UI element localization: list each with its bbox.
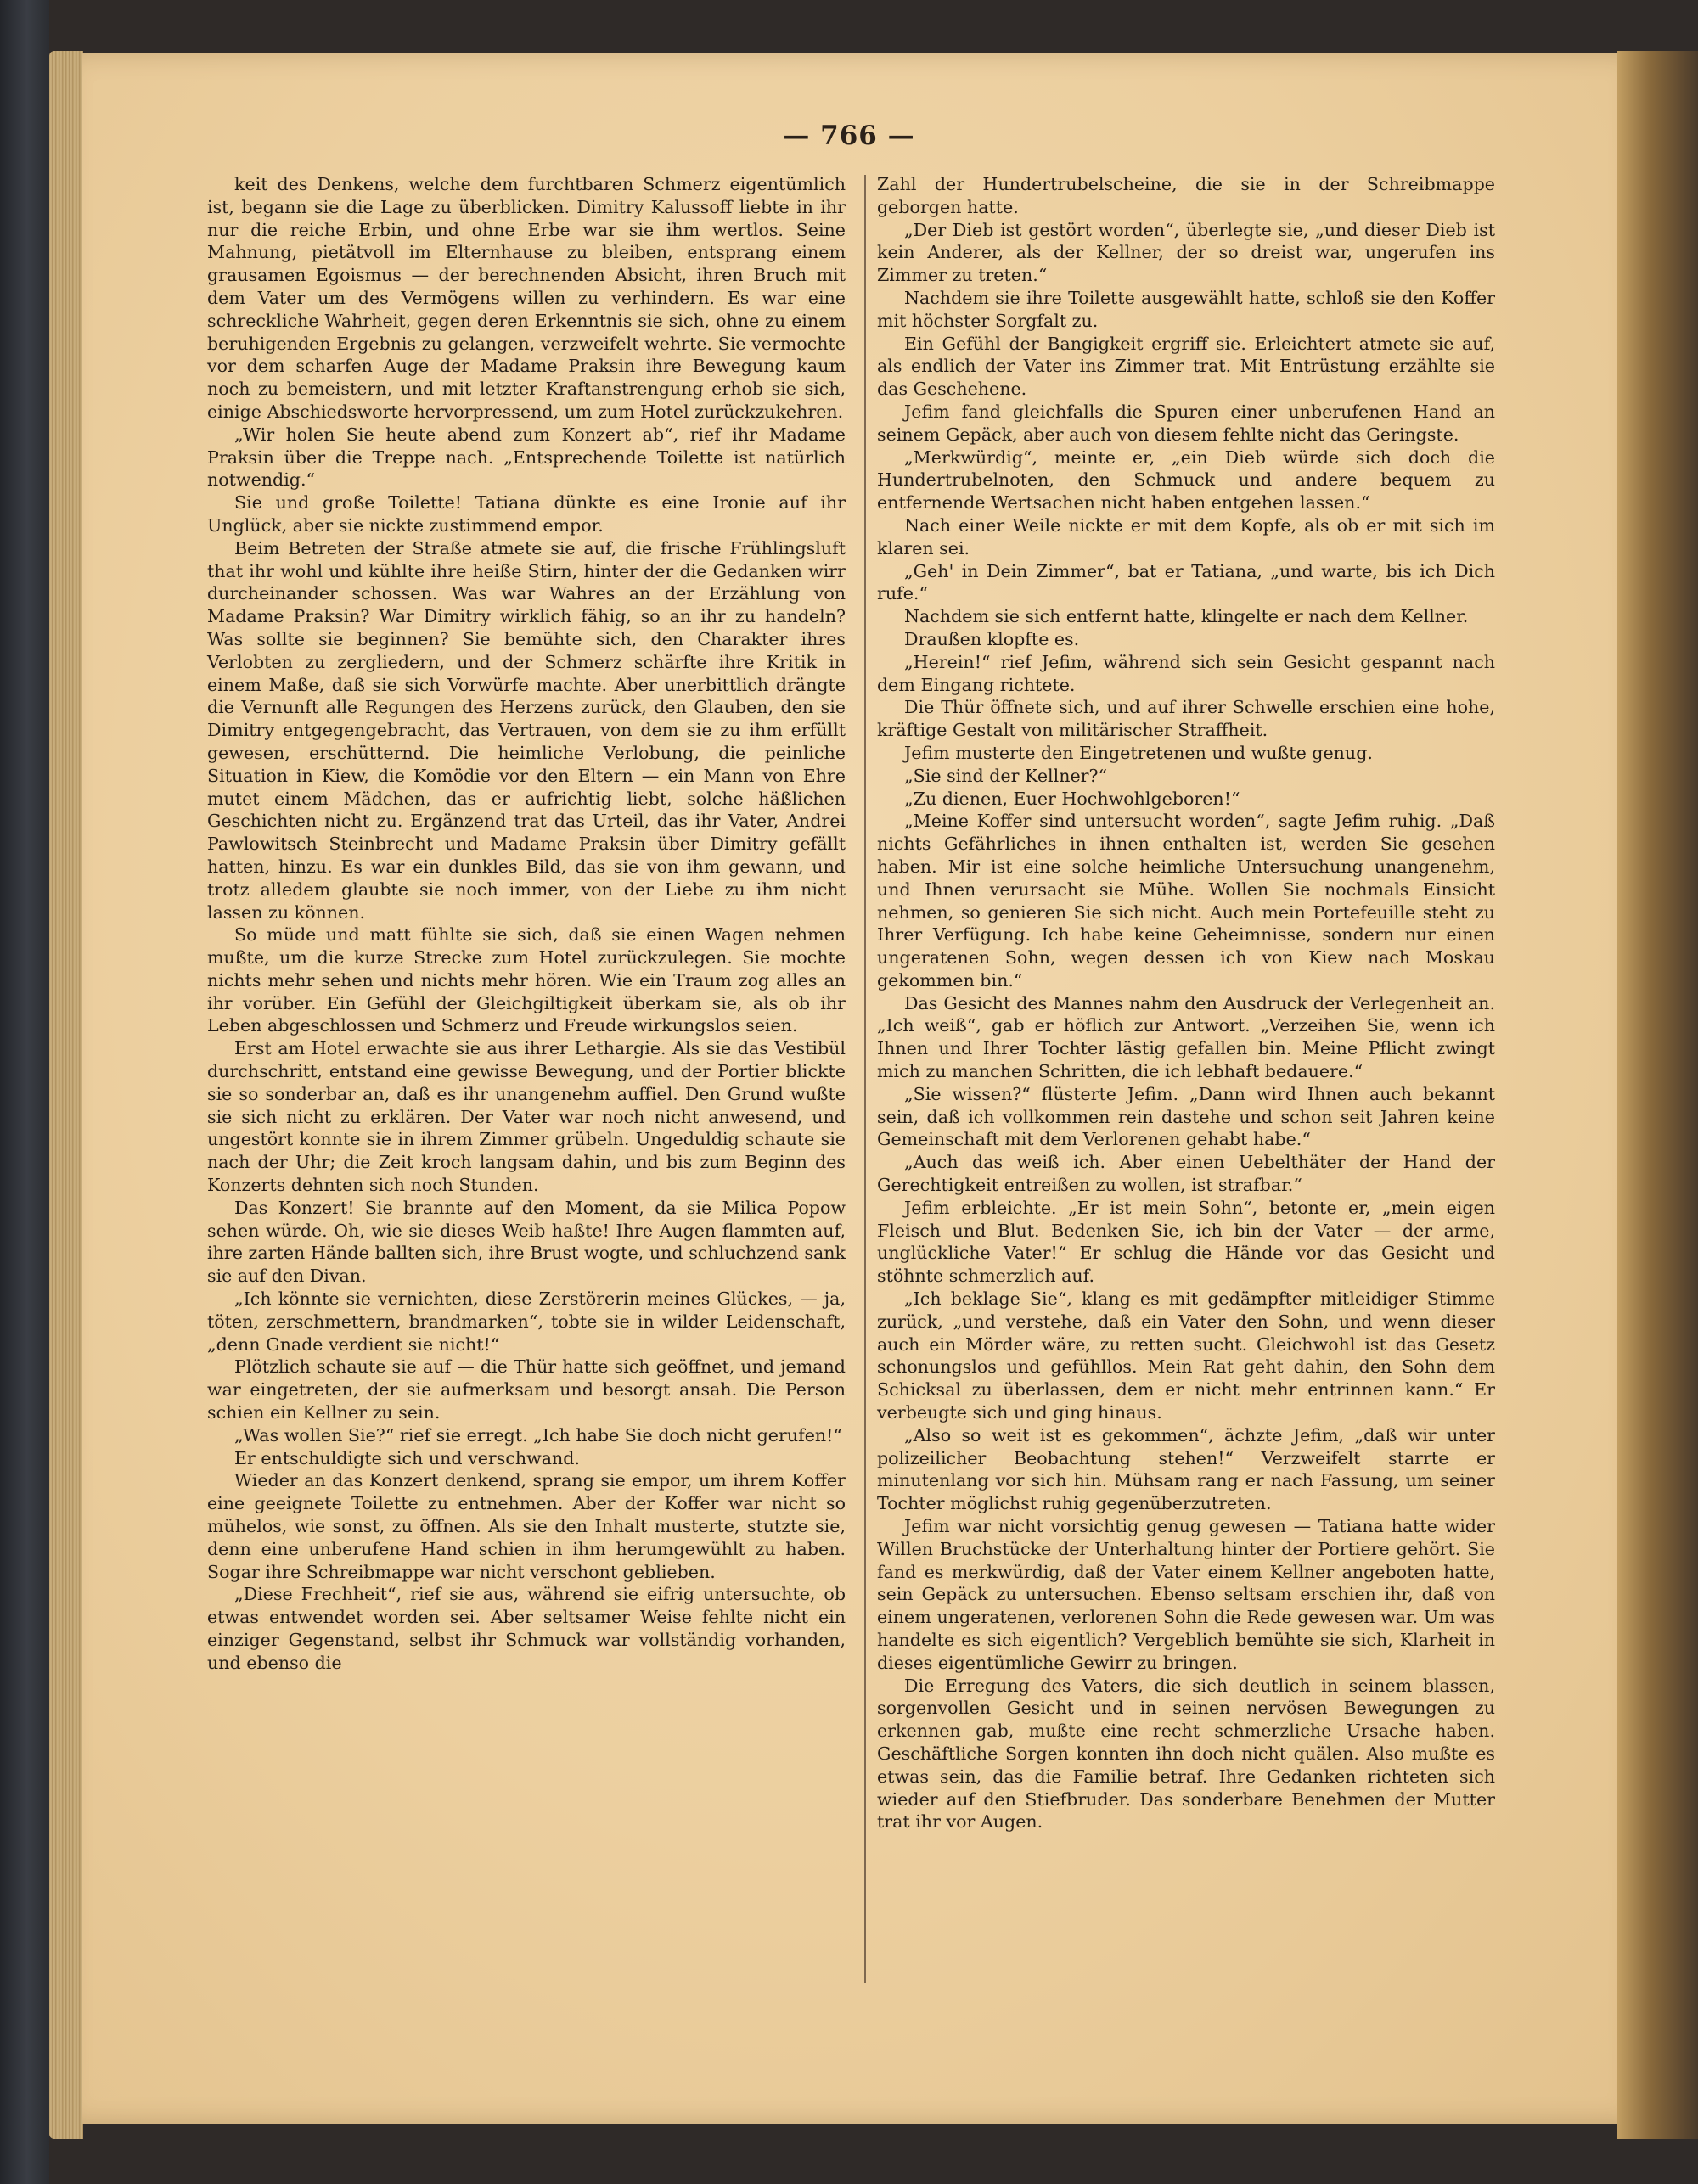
paragraph: Jefim musterte den Eingetretenen und wußte genug. [904,742,1373,763]
paragraph: „Diese Frechheit“, rief sie aus, während sie eifrig untersuchte, ob etwas entwendet worden sei. Aber seltsamer Weise fehlte nicht ein einziger Gegenstand, selbst ihr Schmuck war vollständig vorhanden, und ebenso die [207,1584,846,1673]
paragraph: Er entschuldigte sich und verschwand. [234,1447,581,1468]
text-column-left [207,173,846,1675]
paragraph: Ein Gefühl der Bangigkeit ergriff sie. Erleichtert atmete sie auf, als endlich der Vater ins Zimmer trat. Mit Entrüstung erzählte sie das Geschehene. [877,333,1495,400]
paragraph: „Geh' in Dein Zimmer“, bat er Tatiana, „und warte, bis ich Dich rufe.“ [877,560,1495,604]
paragraph: „Sie sind der Kellner?“ [904,765,1108,786]
paragraph: „Ich könnte sie vernichten, diese Zerstörerin meines Glückes, — ja, töten, zerschmettern, brandmarken“, tobte sie in wilder Leidenschaft, „denn Gnade verdient sie nicht!“ [207,1289,846,1355]
paragraph: Erst am Hotel erwachte sie aus ihrer Lethargie. Als sie das Vestibül durchschritt, entstand eine gewisse Bewegung, und der Portier blickte sie so sonderbar an, daß es ihr unangenehm auffiel. Den Grund wußte sie sich nicht zu erklären. Der Vater war noch nicht anwesend, und ungestört konnte sie in ihrem Zimmer grübeln. Ungeduldig schaute sie nach der Uhr; die Zeit kroch langsam dahin, und bis zum Beginn des Konzerts dehnten sich noch Stunden. [207,1038,846,1196]
paragraph: keit des Denkens, welche dem furchtbaren Schmerz eigentümlich ist, begann sie die Lage zu überblicken. Dimitry Kalussoff liebte in ihr nur die reiche Erbin, und ohne Erbe war sie ihm wertlos. Seine Mahnung, pietätvoll im Elternhause zu bleiben, entsprang einem grausamen Egoismus — der berechnenden Absicht, ihren Bruch mit dem Vater um des Vermögens willen zu verhindern. Es war eine schreckliche Wahrheit, gegen deren Erkenntnis sie sich, ohne zu einem beruhigenden Ergebnis zu gelangen, verzweifelt wehrte. Sie vermochte vor dem scharfen Auge der Madame Praksin ihre Bewegung kaum noch zu bemeistern, und mit letzter Kraftanstrengung erhob sie sich, einige Abschiedsworte hervorpressend, um zum Hotel zurückzukehren. [207,174,846,422]
paragraph: Draußen klopfte es. [904,628,1080,649]
paragraph: „Merkwürdig“, meinte er, „ein Dieb würde sich doch die Hundertrubelnoten, den Schmuck und andere bequem zu entfernende Wertsachen nicht haben entgehen lassen.“ [877,446,1495,514]
column-divider [864,175,866,1983]
paragraph: „Meine Koffer sind untersucht worden“, sagte Jefim ruhig. „Daß nichts Gefährliches in ihnen enthalten ist, werden Sie gesehen haben. Mir ist eine solche heimliche Untersuchung unangenehm, und Ihnen verursacht sie Mühe. Wollen Sie nochmals Einsicht nehmen, so genieren Sie sich nicht. Auch mein Portefeuille steht zu Ihrer Verfügung. Ich habe keine Geheimnisse, sondern nur einen ungeratenen Sohn, wegen dessen ich von Kiew nach Moskau gekommen bin.“ [877,811,1495,991]
paragraph: „Also so weit ist es gekommen“, ächzte Jefim, „daß wir unter polizeilicher Beobachtung stehen!“ Verzweifelt starrte er minutenlang vor sich hin. Mühsam rang er nach Fassung, um seiner Tochter möglichst ruhig gegenüberzutreten. [877,1424,1495,1514]
paragraph: Nachdem sie ihre Toilette ausgewählt hatte, schloß sie den Koffer mit höchster Sorgfalt zu. [877,287,1495,331]
paragraph: „Der Dieb ist gestört worden“, überlegte sie, „und dieser Dieb ist kein Anderer, als der Kellner, der so dreist war, ungerufen ins Zimmer zu treten.“ [877,219,1495,286]
gutter-shadow [1617,51,1698,2139]
book-cover-edge [0,0,49,2184]
paragraph: Plötzlich schaute sie auf — die Thür hatte sich geöffnet, und jemand war eingetreten, der sie aufmerksam und besorgt ansah. Die Person schien ein Kellner zu sein. [207,1356,846,1423]
paragraph: Zahl der Hundertrubelscheine, die sie in der Schreibmappe geborgen hatte. [877,174,1495,217]
paragraph: Jefim fand gleichfalls die Spuren einer unberufenen Hand an seinem Gepäck, aber auch von diesem fehlte nicht das Geringste. [877,401,1495,445]
text-column-right [877,173,1495,1833]
paragraph: Das Gesicht des Mannes nahm den Ausdruck der Verlegenheit an. „Ich weiß“, gab er höflich zur Antwort. „Verzeihen Sie, wenn ich Ihnen und Ihrer Tochter lästig gefallen bin. Meine Pflicht zwingt mich zu manchen Schritten, die ich lebhaft bedauere.“ [877,992,1495,1082]
page-stack-edge [49,51,83,2139]
paragraph: Nach einer Weile nickte er mit dem Kopfe, als ob er mit sich im klaren sei. [877,514,1495,559]
paragraph: Wieder an das Konzert denkend, sprang sie empor, um ihrem Koffer eine geeignete Toilette zu entnehmen. Aber der Koffer war nicht so mühelos, wie sonst, zu öffnen. Als sie den Inhalt musterte, stutzte sie, denn eine unberufene Hand schien in ihm herumgewühlt zu haben. Sogar ihre Schreibmappe war nicht verschont geblieben. [207,1470,846,1582]
paragraph: Beim Betreten der Straße atmete sie auf, die frische Frühlingsluft that ihr wohl und kühlte ihre heiße Stirn, hinter der die Gedanken wirr durcheinander schossen. Was war Wahres an der Erzählung von Madame Praksin? War Dimitry wirklich fähig, so an ihr zu handeln? Was sollte sie beginnen? Sie bemühte sich, den Charakter ihres Verlobten zu zergliedern, und der Schmerz schärfte ihre Kritik in einem Maße, daß sie sich Vorwürfe machte. Aber unerbittlich drängte die Vernunft alle Regungen des Herzens zurück, den Glauben, den sie Dimitry entgegengebracht, das Vertrauen, von dem sie zu ihm erfüllt gewesen, erschütternd. Die heimliche Verlobung, die peinliche Situation in Kiew, die Komödie vor den Eltern — ein Mann von Ehre mutet einem Mädchen, das er aufrichtig liebt, solche häßlichen Geschichten nicht zu. Ergänzend trat das Urteil, das ihr Vater, Andrei Pawlowitsch Steinbrecht und Madame Praksin über Dimitry gefällt hatten, hinzu. Es war ein dunkles Bild, das sie von ihm gewann, und trotz alledem glaubte sie noch immer, von der Liebe zu ihm nicht lassen zu können. [207,537,846,923]
paragraph: Sie und große Toilette! Tatiana dünkte es eine Ironie auf ihr Unglück, aber sie nickte zustimmend empor. [207,492,846,536]
paragraph: „Herein!“ rief Jefim, während sich sein Gesicht gespannt nach dem Eingang richtete. [877,651,1495,695]
paragraph: Jefim erbleichte. „Er ist mein Sohn“, betonte er, „mein eigen Fleisch und Blut. Bedenken Sie, ich bin der Vater — der arme, unglückliche Vater!“ Er schlug die Hände vor das Gesicht und stöhnte schmerzlich auf. [877,1197,1495,1287]
paragraph: Die Thür öffnete sich, und auf ihrer Schwelle erschien eine hohe, kräftige Gestalt von militärischer Straffheit. [877,697,1495,741]
paragraph: „Auch das weiß ich. Aber einen Uebelthäter der Hand der Gerechtigkeit entreißen zu wollen, ist strafbar.“ [877,1152,1495,1196]
paragraph: „Was wollen Sie?“ rief sie erregt. „Ich habe Sie doch nicht gerufen!“ [234,1424,842,1446]
paragraph: Jefim war nicht vorsichtig genug gewesen — Tatiana hatte wider Willen Bruchstücke der Unterhaltung hinter der Portiere gehört. Sie fand es merkwürdig, daß der Vater einem Kellner angeboten hatte, sein Gepäck zu untersuchen. Ebenso seltsam erschien ihr, daß von einem ungeratenen, verlorenen Sohn die Rede gewesen war. Um was handelte es sich eigentlich? Vergeblich bemühte sie sich, Klarheit in dieses eigentümliche Gewirr zu bringen. [877,1516,1495,1673]
paragraph: „Wir holen Sie heute abend zum Konzert ab“, rief ihr Madame Praksin über die Treppe nach. „Entsprechende Toilette ist natürlich notwendig.“ [207,424,846,491]
paragraph: „Ich beklage Sie“, klang es mit gedämpfter mitleidiger Stimme zurück, „und verstehe, daß ein Vater den Sohn, und wenn dieser auch ein Mörder wäre, zu retten sucht. Gleichwohl ist das Gesetz schonungslos und gefühllos. Mein Rat geht dahin, den Sohn dem Schicksal zu überlassen, dem er nicht mehr entrinnen kann.“ Er verbeugte sich und ging hinaus. [877,1289,1495,1423]
page-number: — 766 — [783,121,915,151]
paragraph: „Zu dienen, Euer Hochwohlgeboren!“ [904,788,1240,809]
paragraph: Das Konzert! Sie brannte auf den Moment, da sie Milica Popow sehen würde. Oh, wie sie dieses Weib haßte! Ihre Augen flammten auf, ihre zarten Hände ballten sich, ihre Brust wogte, und schluchzend sank sie auf den Divan. [207,1197,846,1287]
paragraph: „Sie wissen?“ flüsterte Jefim. „Dann wird Ihnen auch bekannt sein, daß ich vollkommen rein dastehe und schon seit Jahren keine Gemeinschaft mit dem Verlorenen gehabt habe.“ [877,1083,1495,1150]
paragraph: Nachdem sie sich entfernt hatte, klingelte er nach dem Kellner. [904,606,1469,627]
paragraph: So müde und matt fühlte sie sich, daß sie einen Wagen nehmen mußte, um die kurze Strecke zum Hotel zurückzulegen. Sie mochte nichts mehr sehen und nichts mehr hören. Wie ein Traum zog alles an ihr vorüber. Ein Gefühl der Gleichgiltigkeit überkam sie, als ob ihr Leben abgeschlossen und Schmerz und Freude wirkungslos seien. [207,924,846,1036]
paragraph: Die Erregung des Vaters, die sich deutlich in seinem blassen, sorgenvollen Gesicht und in seinen nervösen Bewegungen zu erkennen gab, mußte eine recht schmerzliche Ursache haben. Geschäftliche Sorgen konnten ihn doch nicht quälen. Also mußte es etwas sein, das die Familie betraf. Ihre Gedanken richteten sich wieder auf den Stiefbruder. Das sonderbare Benehmen der Mutter trat ihr vor Augen. [877,1675,1495,1833]
